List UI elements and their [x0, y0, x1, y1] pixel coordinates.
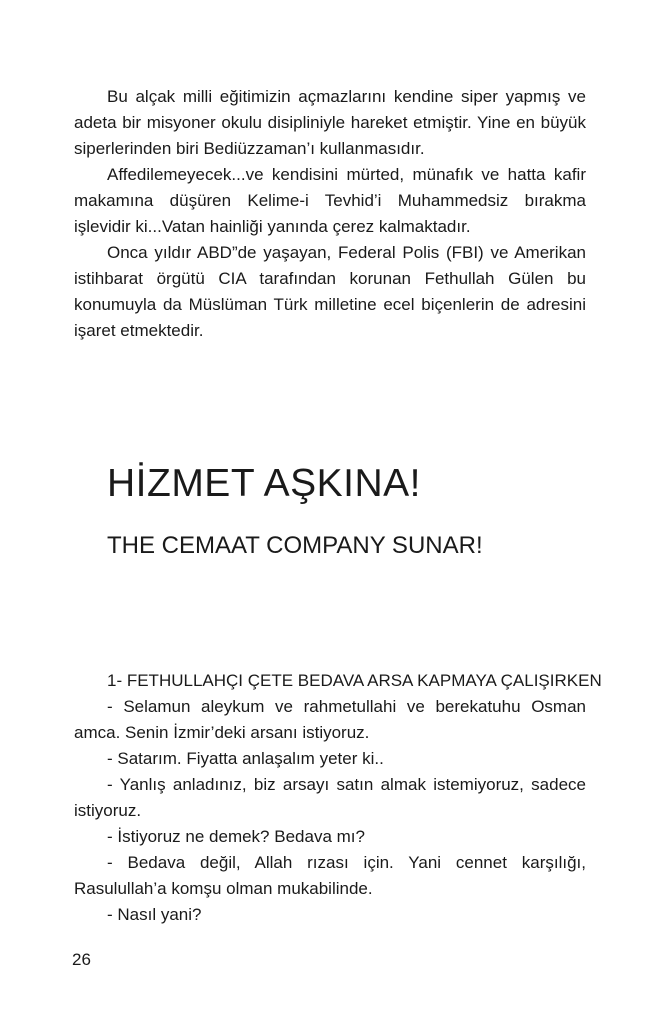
page-number: 26 [72, 950, 91, 969]
dialogue-line: - Yanlış anladınız, biz arsayı satın almak istemiyoruz, sadece istiyoruz. [74, 775, 586, 820]
dialogue-line: - Nasıl yani? [107, 905, 202, 924]
chapter-heading: HİZMET AŞKINA! [107, 462, 422, 505]
dialogue-line: - Satarım. Fiyatta anlaşalım yeter ki.. [107, 749, 384, 768]
paragraph: Onca yıldır ABD”de yaşayan, Federal Polis (FBI) ve Amerikan istihbarat örgütü CIA tarafından korunan Fethullah Gülen bu konumuyla da Müslüman Türk milletine ecel biçenlerin de adresini işaret etmektedir. [74, 243, 586, 340]
dialogue-line: - Selamun aleykum ve rahmetullahi ve berekatuhu Osman amca. Senin İzmir’deki arsanı istiyoruz. [74, 697, 586, 742]
paragraph: Bu alçak milli eğitimizin açmazlarını kendine siper yapmış ve adeta bir misyoner okulu disipliniyle hareket etmiştir. Yine en büyük siperlerinden biri Bediüzzaman’ı kullanmasıdır. [74, 87, 586, 158]
body-text-dialogue [74, 668, 602, 928]
section-title: 1- FETHULLAHÇI ÇETE BEDAVA ARSA KAPMAYA ÇALIŞIRKEN [107, 671, 602, 690]
dialogue-line: - İstiyoruz ne demek? Bedava mı? [107, 827, 365, 846]
chapter-subheading: THE CEMAAT COMPANY SUNAR! [107, 532, 483, 559]
dialogue-line: - Bedava değil, Allah rızası için. Yani cennet karşılığı, Rasulullah’a komşu olman mukabilinde. [74, 853, 586, 898]
paragraph: Affedilemeyecek...ve kendisini mürted, münafık ve hatta kafir makamına düşüren Kelime-i Tevhid’i Muhammedsiz bırakma işlevidir ki...Vatan hainliği yanında çerez kalmaktadır. [74, 165, 586, 236]
body-text-top [74, 84, 586, 344]
